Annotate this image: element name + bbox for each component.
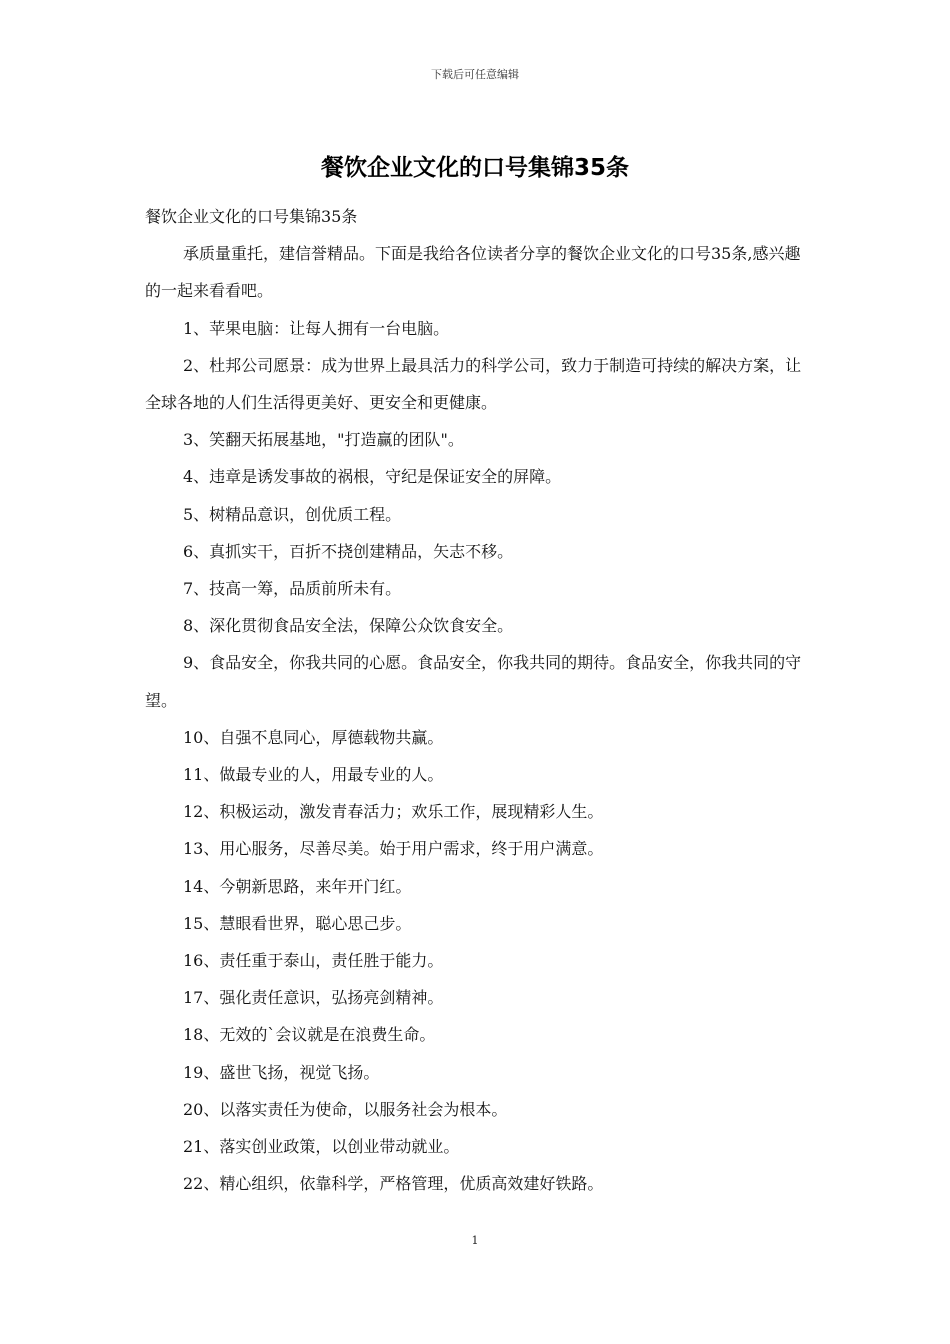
- list-item: 12、积极运动，激发青春活力；欢乐工作，展现精彩人生。: [183, 802, 604, 822]
- list-item: 20、以落实责任为使命，以服务社会为根本。: [183, 1099, 508, 1119]
- list-item: 15、慧眼看世界，聪心思己步。: [183, 913, 412, 933]
- list-item: 18、无效的`会议就是在浪费生命。: [183, 1025, 436, 1045]
- list-item: 9、食品安全，你我共同的心愿。食品安全，你我共同的期待。食品安全，你我共同的守望。: [145, 653, 802, 710]
- document-subtitle: 餐饮企业文化的口号集锦35条: [145, 207, 358, 226]
- document-title: 餐饮企业文化的口号集锦35条: [320, 155, 629, 181]
- list-item: 10、自强不息同心，厚德载物共赢。: [183, 727, 444, 747]
- list-item: 3、笑翻天拓展基地，"打造赢的团队"。: [183, 430, 464, 450]
- list-item: 1、苹果电脑：让每人拥有一台电脑。: [183, 318, 450, 338]
- list-item: 6、真抓实干，百折不挠创建精品，矢志不移。: [183, 541, 514, 561]
- list-item: 14、今朝新思路，来年开门红。: [183, 876, 412, 896]
- list-item: 16、责任重于泰山，责任胜于能力。: [183, 951, 444, 971]
- intro-paragraph: 承质量重托，建信誉精品。下面是我给各位读者分享的餐饮企业文化的口号35条,感兴趣的一起来看看吧。: [145, 244, 801, 301]
- list-item: 22、精心组织，依靠科学，严格管理，优质高效建好铁路。: [183, 1174, 604, 1194]
- list-item: 4、违章是诱发事故的祸根，守纪是保证安全的屏障。: [183, 467, 562, 487]
- page-header: 下载后可任意编辑: [431, 68, 519, 81]
- list-item: 21、落实创业政策，以创业带动就业。: [183, 1137, 460, 1157]
- list-item: 2、杜邦公司愿景：成为世界上最具活力的科学公司，致力于制造可持续的解决方案，让全球各地的人们生活得更美好、更安全和更健康。: [145, 355, 802, 413]
- list-item: 7、技高一筹，品质前所未有。: [183, 579, 402, 599]
- page-number: 1: [471, 1234, 479, 1247]
- list-item: 13、用心服务，尽善尽美。始于用户需求，终于用户满意。: [183, 839, 604, 859]
- document-body: [145, 198, 809, 1202]
- list-item: 11、做最专业的人，用最专业的人。: [183, 765, 444, 785]
- list-item: 8、深化贯彻食品安全法，保障公众饮食安全。: [183, 616, 514, 636]
- list-item: 19、盛世飞扬，视觉飞扬。: [183, 1062, 380, 1082]
- list-item: 17、强化责任意识，弘扬亮剑精神。: [183, 988, 444, 1008]
- list-item: 5、树精品意识，创优质工程。: [183, 504, 402, 524]
